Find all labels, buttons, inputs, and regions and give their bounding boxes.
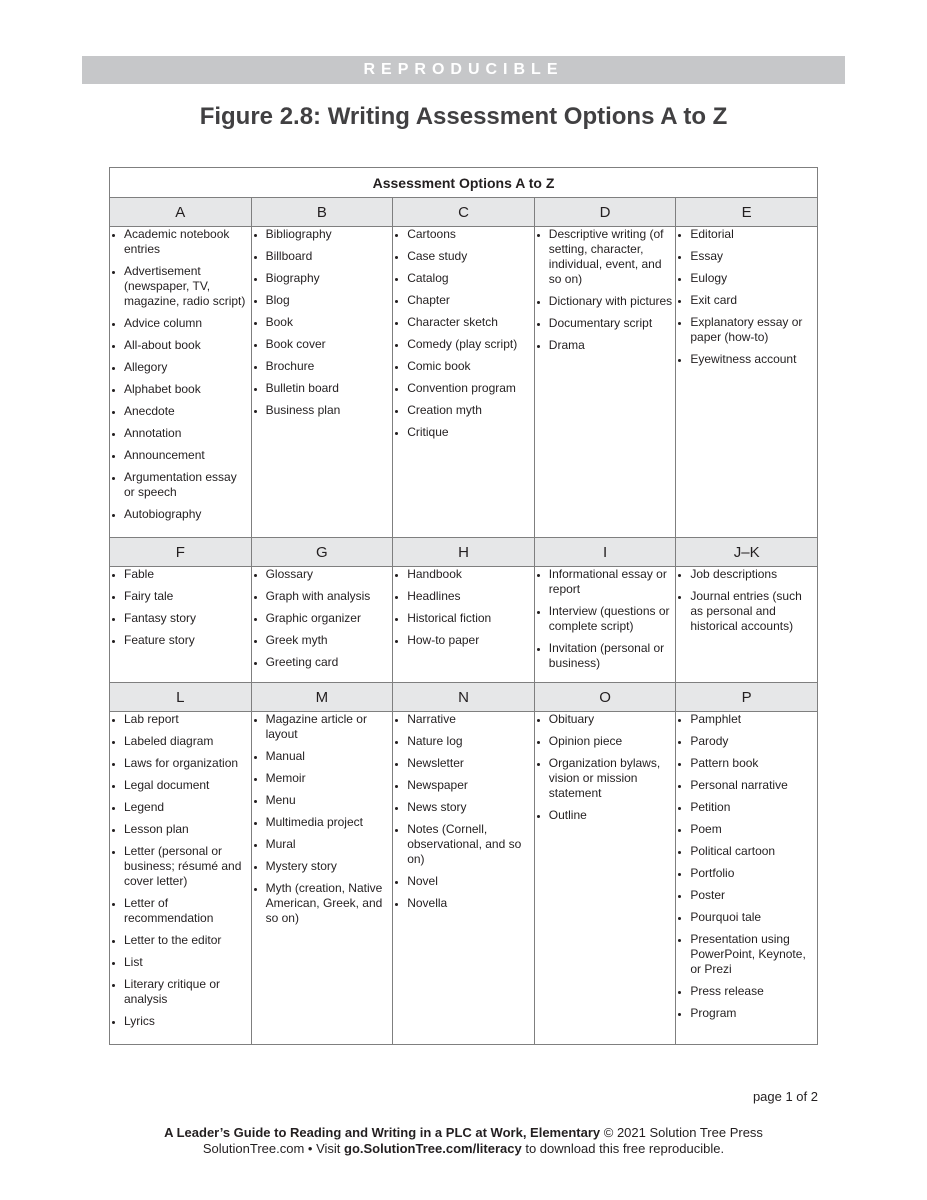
list-item: • Menu — [266, 793, 393, 808]
options-list — [535, 567, 676, 671]
list-item: • Allegory — [124, 360, 251, 375]
list-item: • Informational essay or report — [549, 567, 676, 597]
list-item: • Descriptive writing (of setting, character, individual, event, and so on) — [549, 227, 676, 287]
list-item: • Greeting card — [266, 655, 393, 670]
list-item: • Billboard — [266, 249, 393, 264]
download-link[interactable]: go.SolutionTree.com/literacy — [344, 1141, 522, 1156]
options-cell — [393, 227, 535, 538]
site-name: SolutionTree.com — [202, 1141, 305, 1156]
list-item: • Novella — [407, 896, 534, 911]
options-list — [676, 227, 817, 367]
list-item: • Character sketch — [407, 315, 534, 330]
visit-text: Visit — [316, 1141, 345, 1156]
list-item: • Labeled diagram — [124, 734, 251, 749]
options-list — [535, 712, 676, 823]
footer — [0, 1125, 927, 1157]
list-item: • Program — [690, 1006, 817, 1021]
list-item: • Notes (Cornell, observational, and so on) — [407, 822, 534, 867]
letter-header: L — [110, 683, 252, 712]
list-item: • Advice column — [124, 316, 251, 331]
list-item: • Advertisement (newspaper, TV, magazine, radio script) — [124, 264, 251, 309]
letter-header: B — [251, 198, 393, 227]
list-item: • Parody — [690, 734, 817, 749]
list-item: • How-to paper — [407, 633, 534, 648]
options-cell — [251, 567, 393, 683]
list-item: • Historical fiction — [407, 611, 534, 626]
list-item: • Myth (creation, Native American, Greek, and so on) — [266, 881, 393, 926]
list-item: • Lyrics — [124, 1014, 251, 1029]
list-item: • Eulogy — [690, 271, 817, 286]
list-item: • Documentary script — [549, 316, 676, 331]
letter-header: O — [534, 683, 676, 712]
list-item: • Handbook — [407, 567, 534, 582]
list-item: • Blog — [266, 293, 393, 308]
options-list — [110, 227, 251, 522]
options-list — [252, 567, 393, 670]
list-item: • Bulletin board — [266, 381, 393, 396]
list-item: • Critique — [407, 425, 534, 440]
letter-header: C — [393, 198, 535, 227]
options-list — [393, 227, 534, 440]
options-cell — [393, 712, 535, 1045]
list-item: • Cartoons — [407, 227, 534, 242]
list-item: • Bibliography — [266, 227, 393, 242]
list-item: • Essay — [690, 249, 817, 264]
list-item: • Nature log — [407, 734, 534, 749]
page-number: page 1 of 2 — [752, 1089, 818, 1104]
options-list — [252, 712, 393, 926]
list-item: • Pamphlet — [690, 712, 817, 727]
letter-header: I — [534, 538, 676, 567]
list-item: • Political cartoon — [690, 844, 817, 859]
list-item: • Lab report — [124, 712, 251, 727]
list-item: • Letter (personal or business; résumé and cover letter) — [124, 844, 251, 889]
letter-header: E — [676, 198, 818, 227]
list-item: • Exit card — [690, 293, 817, 308]
list-item: • Obituary — [549, 712, 676, 727]
list-item: • Academic notebook entries — [124, 227, 251, 257]
options-row — [110, 227, 818, 538]
list-item: • News story — [407, 800, 534, 815]
options-cell — [393, 567, 535, 683]
list-item: • Case study — [407, 249, 534, 264]
letter-header: P — [676, 683, 818, 712]
list-item: • Press release — [690, 984, 817, 999]
list-item: • Presentation using PowerPoint, Keynote, or Prezi — [690, 932, 817, 977]
list-item: • Fairy tale — [124, 589, 251, 604]
assessment-options-table — [109, 167, 818, 1045]
letter-header-row — [110, 538, 818, 567]
options-row — [110, 567, 818, 683]
download-text: to download this free reproducible. — [521, 1141, 725, 1156]
options-list — [393, 567, 534, 648]
list-item: • Explanatory essay or paper (how-to) — [690, 315, 817, 345]
list-item: • Organization bylaws, vision or mission statement — [549, 756, 676, 801]
list-item: • Legend — [124, 800, 251, 815]
figure-title: Figure 2.8: Writing Assessment Options A to Z — [199, 103, 728, 130]
list-item: • Mystery story — [266, 859, 393, 874]
list-item: • List — [124, 955, 251, 970]
options-cell — [676, 227, 818, 538]
list-item: • Annotation — [124, 426, 251, 441]
letter-header: J–K — [676, 538, 818, 567]
letter-header: D — [534, 198, 676, 227]
options-list — [676, 712, 817, 1021]
list-item: • Creation myth — [407, 403, 534, 418]
list-item: • Magazine article or layout — [266, 712, 393, 742]
list-item: • Anecdote — [124, 404, 251, 419]
list-item: • Pourquoi tale — [690, 910, 817, 925]
list-item: • Business plan — [266, 403, 393, 418]
footer-line-1 — [0, 1125, 927, 1141]
list-item: • Comedy (play script) — [407, 337, 534, 352]
options-cell — [251, 712, 393, 1045]
list-item: • Poem — [690, 822, 817, 837]
list-item: • Comic book — [407, 359, 534, 374]
list-item: • Novel — [407, 874, 534, 889]
separator-bullet: • — [304, 1141, 317, 1156]
list-item: • Fantasy story — [124, 611, 251, 626]
options-list — [676, 567, 817, 634]
list-item: • Feature story — [124, 633, 251, 648]
letter-header: M — [251, 683, 393, 712]
options-cell — [110, 227, 252, 538]
list-item: • Legal document — [124, 778, 251, 793]
options-cell — [534, 227, 676, 538]
list-item: • Book — [266, 315, 393, 330]
list-item: • Glossary — [266, 567, 393, 582]
list-item: • Newspaper — [407, 778, 534, 793]
list-item: • Letter of recommendation — [124, 896, 251, 926]
letter-header: H — [393, 538, 535, 567]
list-item: • Drama — [549, 338, 676, 353]
table-caption: Assessment Options A to Z — [110, 168, 818, 198]
options-list — [252, 227, 393, 418]
list-item: • All-about book — [124, 338, 251, 353]
letter-header: G — [251, 538, 393, 567]
options-cell — [676, 712, 818, 1045]
list-item: • Eyewitness account — [690, 352, 817, 367]
list-item: • Mural — [266, 837, 393, 852]
list-item: • Convention program — [407, 381, 534, 396]
list-item: • Fable — [124, 567, 251, 582]
list-item: • Opinion piece — [549, 734, 676, 749]
letter-header-row — [110, 683, 818, 712]
options-cell — [110, 567, 252, 683]
list-item: • Letter to the editor — [124, 933, 251, 948]
options-cell — [251, 227, 393, 538]
list-item: • Portfolio — [690, 866, 817, 881]
options-cell — [534, 712, 676, 1045]
list-item: • Graph with analysis — [266, 589, 393, 604]
list-item: • Alphabet book — [124, 382, 251, 397]
list-item: • Argumentation essay or speech — [124, 470, 251, 500]
reproducible-banner: REPRODUCIBLE — [82, 56, 845, 84]
list-item: • Lesson plan — [124, 822, 251, 837]
list-item: • Multimedia project — [266, 815, 393, 830]
list-item: • Announcement — [124, 448, 251, 463]
list-item: • Laws for organization — [124, 756, 251, 771]
footer-line-2 — [0, 1141, 927, 1157]
letter-header: F — [110, 538, 252, 567]
copyright: © 2021 Solution Tree Press — [600, 1125, 763, 1140]
list-item: • Job descriptions — [690, 567, 817, 582]
list-item: • Dictionary with pictures — [549, 294, 676, 309]
list-item: • Personal narrative — [690, 778, 817, 793]
list-item: • Interview (questions or complete script) — [549, 604, 676, 634]
letter-header: N — [393, 683, 535, 712]
options-row — [110, 712, 818, 1045]
list-item: • Invitation (personal or business) — [549, 641, 676, 671]
options-cell — [534, 567, 676, 683]
list-item: • Book cover — [266, 337, 393, 352]
letter-header-row — [110, 198, 818, 227]
list-item: • Newsletter — [407, 756, 534, 771]
list-item: • Editorial — [690, 227, 817, 242]
list-item: • Petition — [690, 800, 817, 815]
book-title: A Leader’s Guide to Reading and Writing in a PLC at Work, Elementary — [164, 1125, 601, 1140]
list-item: • Outline — [549, 808, 676, 823]
letter-header: A — [110, 198, 252, 227]
list-item: • Poster — [690, 888, 817, 903]
options-cell — [676, 567, 818, 683]
list-item: • Narrative — [407, 712, 534, 727]
list-item: • Memoir — [266, 771, 393, 786]
list-item: • Chapter — [407, 293, 534, 308]
list-item: • Pattern book — [690, 756, 817, 771]
options-list — [110, 712, 251, 1029]
list-item: • Autobiography — [124, 507, 251, 522]
list-item: • Journal entries (such as personal and historical accounts) — [690, 589, 817, 634]
list-item: • Manual — [266, 749, 393, 764]
list-item: • Brochure — [266, 359, 393, 374]
list-item: • Graphic organizer — [266, 611, 393, 626]
options-list — [110, 567, 251, 648]
options-list — [393, 712, 534, 911]
options-list — [535, 227, 676, 353]
list-item: • Biography — [266, 271, 393, 286]
list-item: • Greek myth — [266, 633, 393, 648]
options-cell — [110, 712, 252, 1045]
list-item: • Catalog — [407, 271, 534, 286]
list-item: • Literary critique or analysis — [124, 977, 251, 1007]
list-item: • Headlines — [407, 589, 534, 604]
